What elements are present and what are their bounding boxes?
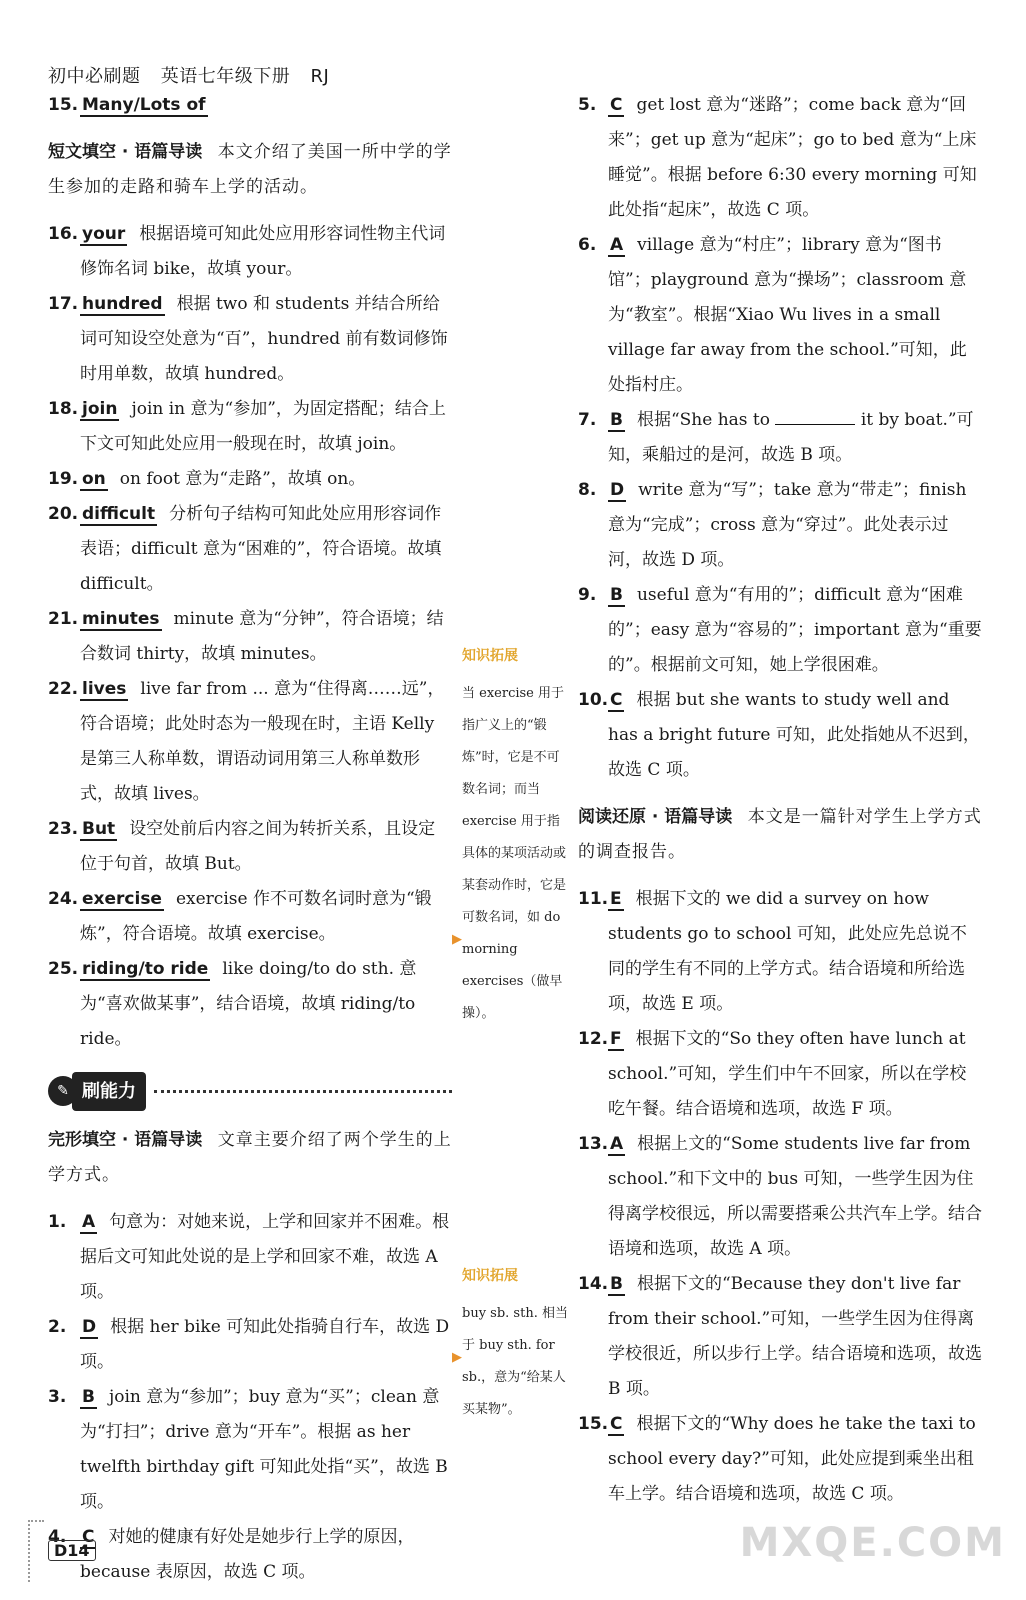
item-number: 12. — [578, 1029, 609, 1049]
item-number: 19. — [48, 469, 79, 489]
answer-item — [48, 88, 452, 123]
guide-text: 本文是一篇针对学生上学方式的调查报告。 — [578, 807, 982, 862]
answer-item — [48, 497, 452, 602]
item-answer: hundred — [82, 294, 163, 314]
side-notes — [462, 640, 570, 1540]
item-answer: C — [610, 690, 623, 710]
item-explanation: get lost 意为“迷路”；come back 意为“回来”；get up 意为“起床”；go to bed 意为“上床睡觉”。根据 before 6:30 every morning 可知此处指“起床”，故选 C 项。 — [608, 95, 977, 220]
right-column — [578, 88, 982, 1512]
answer-item — [578, 1267, 982, 1407]
item-number: 15. — [48, 95, 79, 115]
answer-item — [578, 882, 982, 1022]
item-answer: A — [610, 235, 624, 255]
item-answer: your — [82, 224, 126, 244]
item-explanation-b: it by boat.”可知，乘船过的是河，故选 B 项。 — [608, 410, 974, 465]
reading-guide — [48, 135, 452, 205]
answer-item — [48, 287, 452, 392]
item-number: 20. — [48, 504, 79, 524]
brush-icon: ✎ — [48, 1076, 78, 1106]
item-answer: B — [610, 1274, 623, 1294]
answer-item — [578, 578, 982, 683]
guide-title: 短文填空 · 语篇导读 — [48, 142, 203, 162]
item-answer: C — [610, 1414, 623, 1434]
item-explanation: 句意为：对她来说，上学和回家并不困难。根据后文可知此处说的是上学和回家不难，故选 A 项。 — [80, 1212, 450, 1302]
item-number: 4. — [48, 1527, 67, 1547]
note-heading: 知识拓展 — [462, 648, 518, 664]
answer-item — [578, 683, 982, 788]
item-number: 14. — [578, 1274, 609, 1294]
answer-item — [48, 1205, 452, 1310]
item-number: 23. — [48, 819, 79, 839]
item-number: 3. — [48, 1387, 67, 1407]
item-number: 17. — [48, 294, 79, 314]
watermark: MXQE.COM — [739, 1520, 1006, 1566]
item-answer: Many/Lots of — [82, 95, 206, 115]
item-number: 21. — [48, 609, 79, 629]
item-number: 9. — [578, 585, 597, 605]
item-number: 24. — [48, 889, 79, 909]
answer-item — [578, 473, 982, 578]
answer-item — [48, 952, 452, 1057]
guide-title: 完形填空 · 语篇导读 — [48, 1130, 203, 1150]
note-text: buy sb. sth. 相当于 buy sth. for sb.，意为“给某人买某物”。 — [462, 1306, 568, 1417]
item-explanation: exercise 作不可数名词时意为“锻炼”，符合语境。故填 exercise。 — [80, 889, 432, 944]
item-answer: E — [610, 889, 622, 909]
item-number: 25. — [48, 959, 79, 979]
item-answer: exercise — [82, 889, 162, 909]
arrow-right-icon: ▶ — [452, 1350, 462, 1365]
answer-item — [48, 882, 452, 952]
item-explanation: 根据下文的“Why does he take the taxi to school every day?”可知，此处应提到乘坐出租车上学。结合语境和选项，故选 C 项。 — [608, 1414, 976, 1504]
answer-item — [578, 403, 982, 473]
answer-item — [48, 812, 452, 882]
answer-item — [48, 462, 452, 497]
item-answer: But — [82, 819, 116, 839]
note-heading: 知识拓展 — [462, 1268, 518, 1284]
item-answer: C — [82, 1527, 95, 1547]
item-explanation: 设空处前后内容之间为转折关系，且设定位于句首，故填 But。 — [80, 819, 436, 874]
answer-item — [48, 1380, 452, 1520]
item-number: 2. — [48, 1317, 67, 1337]
guide-title: 阅读还原 · 语篇导读 — [578, 807, 733, 827]
arrow-right-icon: ▶ — [452, 932, 462, 947]
item-number: 6. — [578, 235, 597, 255]
item-answer: B — [610, 410, 623, 430]
item-explanation: village 意为“村庄”；library 意为“图书馆”；playground 意为“操场”；classroom 意为“教室”。根据“Xiao Wu lives in a small village far away from the school.”可知，此处指村庄。 — [608, 235, 967, 395]
answer-item — [578, 1407, 982, 1512]
item-answer: lives — [82, 679, 127, 699]
item-answer: C — [610, 95, 623, 115]
item-number: 22. — [48, 679, 79, 699]
item-number: 8. — [578, 480, 597, 500]
item-explanation: live far from ... 意为“住得离……远”，符合语境；此处时态为一般现在时，主语 Kelly 是第三人称单数，谓语动词用第三人称单数形式，故填 lives。 — [80, 679, 445, 804]
item-number: 18. — [48, 399, 79, 419]
item-answer: B — [82, 1387, 95, 1407]
item-explanation: like doing/to do sth. 意为“喜欢做某事”，结合语境，故填 riding/to ride。 — [80, 959, 417, 1049]
page-number: D14 — [48, 1540, 96, 1561]
note-text: 当 exercise 用于指广义上的“锻炼”时，它是不可数名词；而当 exercise 用于指具体的某项活动或某套动作时，它是可数名词，如 do morning exercises（做早操）。 — [462, 686, 567, 1021]
item-number: 5. — [578, 95, 597, 115]
item-answer: minutes — [82, 609, 160, 629]
edition-label: RJ — [310, 66, 330, 87]
answer-item — [578, 1022, 982, 1127]
item-explanation-a: 根据“She has to — [636, 410, 770, 430]
knowledge-note — [462, 1260, 570, 1426]
item-answer: F — [610, 1029, 622, 1049]
item-answer: D — [82, 1317, 97, 1337]
item-answer: A — [610, 1134, 624, 1154]
item-answer: D — [610, 480, 625, 500]
item-explanation: 根据下文的 we did a survey on how students go to school 可知，此处应先总说不同的学生有不同的上学方式。结合语境和所给选项，故选 E 项。 — [608, 889, 967, 1014]
answer-item — [578, 88, 982, 228]
item-answer: B — [610, 585, 623, 605]
answer-item — [48, 1310, 452, 1380]
dotted-divider — [154, 1090, 452, 1093]
item-explanation: 根据下文的“So they often have lunch at school.”可知，学生们中午不回家，所以在学校吃午餐。结合语境和选项，故选 F 项。 — [608, 1029, 967, 1119]
knowledge-note — [462, 640, 570, 1030]
fill-blank — [775, 424, 855, 425]
item-explanation: 根据上文的“Some students live far from school.”和下文中的 bus 可知，一些学生因为住得离学校很远，所以需要搭乘公共汽车上学。结合语境和选项，故选 A 项。 — [608, 1134, 982, 1259]
item-answer: join — [82, 399, 118, 419]
item-number: 16. — [48, 224, 79, 244]
item-number: 15. — [578, 1414, 609, 1434]
section-header — [48, 1071, 452, 1111]
answer-item — [48, 1520, 452, 1590]
item-explanation: join 意为“参加”；buy 意为“买”；clean 意为“打扫”；drive 意为“开车”。根据 as her twelfth birthday gift 可知此处指“买”，故选 B 项。 — [80, 1387, 448, 1512]
subject-title: 英语七年级下册 — [160, 66, 291, 87]
item-number: 1. — [48, 1212, 67, 1232]
answer-item — [48, 672, 452, 812]
item-explanation: 根据下文的“Because they don't live far from their school.”可知，一些学生因为住得离学校很近，所以步行上学。结合语境和选项，故选 B 项。 — [608, 1274, 982, 1399]
series-title: 初中必刷题 — [48, 66, 141, 87]
item-answer: riding/to ride — [82, 959, 209, 979]
item-explanation: 根据 two 和 students 并结合所给词可知设空处意为“百”，hundred 前有数词修饰时用单数，故填 hundred。 — [80, 294, 448, 384]
guide-text: 本文介绍了美国一所中学的学生参加的走路和骑车上学的活动。 — [48, 142, 452, 197]
answer-item — [578, 228, 982, 403]
answer-item — [48, 217, 452, 287]
reading-guide — [48, 1123, 452, 1193]
item-number: 7. — [578, 410, 597, 430]
item-explanation: 分析句子结构可知此处应用形容词作表语；difficult 意为“困难的”，符合语境。故填 difficult。 — [80, 504, 442, 594]
item-answer: on — [82, 469, 106, 489]
item-explanation: on foot 意为“走路”，故填 on。 — [119, 469, 366, 489]
item-answer: difficult — [82, 504, 156, 524]
item-explanation: useful 意为“有用的”；difficult 意为“困难的”；easy 意为“容易的”；important 意为“重要的”。根据前文可知，她上学很困难。 — [608, 585, 982, 675]
item-explanation: 根据语境可知此处应用形容词性物主代词修饰名词 bike，故填 your。 — [80, 224, 446, 279]
reading-guide — [578, 800, 982, 870]
corner-decoration — [28, 1520, 44, 1582]
item-number: 11. — [578, 889, 609, 909]
item-explanation: 根据 but she wants to study well and has a bright future 可知，此处指她从不迟到，故选 C 项。 — [608, 690, 980, 780]
item-explanation: write 意为“写”；take 意为“带走”；finish 意为“完成”；cross 意为“穿过”。此处表示过河，故选 D 项。 — [608, 480, 967, 570]
left-column — [48, 88, 452, 1590]
item-number: 10. — [578, 690, 609, 710]
guide-text: 文章主要介绍了两个学生的上学方式。 — [48, 1130, 452, 1185]
page-header — [48, 62, 343, 88]
item-number: 13. — [578, 1134, 609, 1154]
item-answer: A — [82, 1212, 96, 1232]
item-explanation: 根据 her bike 可知此处指骑自行车，故选 D 项。 — [80, 1317, 450, 1372]
section-label: 刷能力 — [72, 1072, 146, 1111]
answer-item — [48, 602, 452, 672]
item-explanation: 对她的健康有好处是她步行上学的原因，because 表原因，故选 C 项。 — [80, 1527, 415, 1582]
item-explanation: join in 意为“参加”，为固定搭配；结合上下文可知此处应用一般现在时，故填 join。 — [80, 399, 446, 454]
answer-item — [578, 1127, 982, 1267]
item-explanation: minute 意为“分钟”，符合语境；结合数词 thirty，故填 minutes。 — [80, 609, 444, 664]
answer-item — [48, 392, 452, 462]
